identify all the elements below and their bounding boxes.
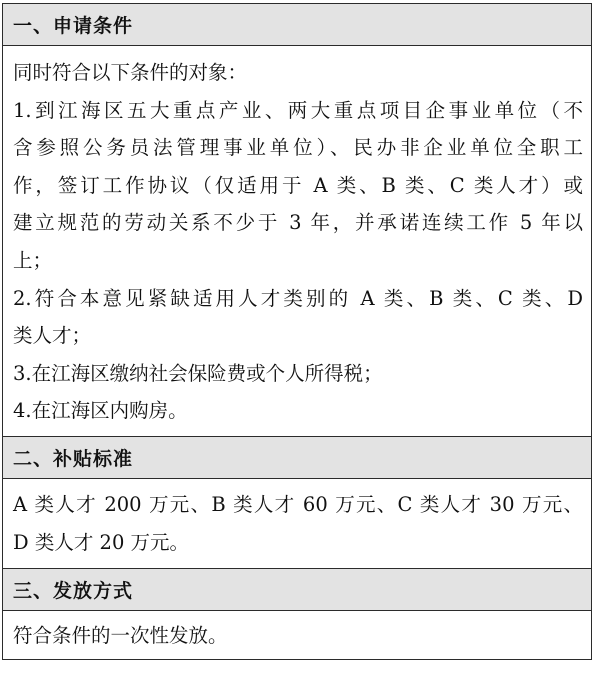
paragraph-line: 上； bbox=[13, 248, 53, 272]
paragraph-line: 4.在江海区内购房。 bbox=[13, 399, 188, 423]
paragraph-line: 同时符合以下条件的对象： bbox=[13, 61, 248, 84]
section-title: 一、申请条件 bbox=[13, 15, 134, 37]
paragraph-line: 2.符合本意见紧缺适用人才类别的 A 类、B 类、C 类、D bbox=[13, 286, 583, 310]
paragraph-line: 符合条件的一次性发放。 bbox=[13, 624, 228, 648]
section-body-distribution-method bbox=[3, 611, 591, 659]
section-header-application-conditions bbox=[3, 4, 591, 46]
paragraph-line: 3.在江海区缴纳社会保险费或个人所得税； bbox=[13, 361, 383, 385]
paragraph-line: A 类人才 200 万元、B 类人才 60 万元、C 类人才 30 万元、 bbox=[13, 492, 583, 516]
section-title: 二、补贴标准 bbox=[13, 447, 134, 470]
section-header-distribution-method bbox=[3, 569, 591, 611]
section-body-subsidy-standard bbox=[3, 479, 591, 569]
paragraph-line: 建立规范的劳动关系不少于 3 年，并承诺连续工作 5 年以 bbox=[13, 211, 583, 235]
paragraph-line: 1.到江海区五大重点产业、两大重点项目企事业单位（不 bbox=[13, 98, 583, 122]
paragraph-line: 类人才； bbox=[13, 324, 92, 348]
policy-table bbox=[2, 3, 592, 660]
paragraph-line: D 类人才 20 万元。 bbox=[13, 530, 190, 554]
section-title: 三、发放方式 bbox=[13, 580, 134, 603]
paragraph-line: 含参照公务员法管理事业单位）、民办非企业单位全职工 bbox=[13, 136, 583, 160]
section-body-application-conditions bbox=[3, 46, 591, 437]
section-header-subsidy-standard bbox=[3, 437, 591, 479]
paragraph-line: 作，签订工作协议（仅适用于 A 类、B 类、C 类人才）或 bbox=[13, 173, 583, 197]
